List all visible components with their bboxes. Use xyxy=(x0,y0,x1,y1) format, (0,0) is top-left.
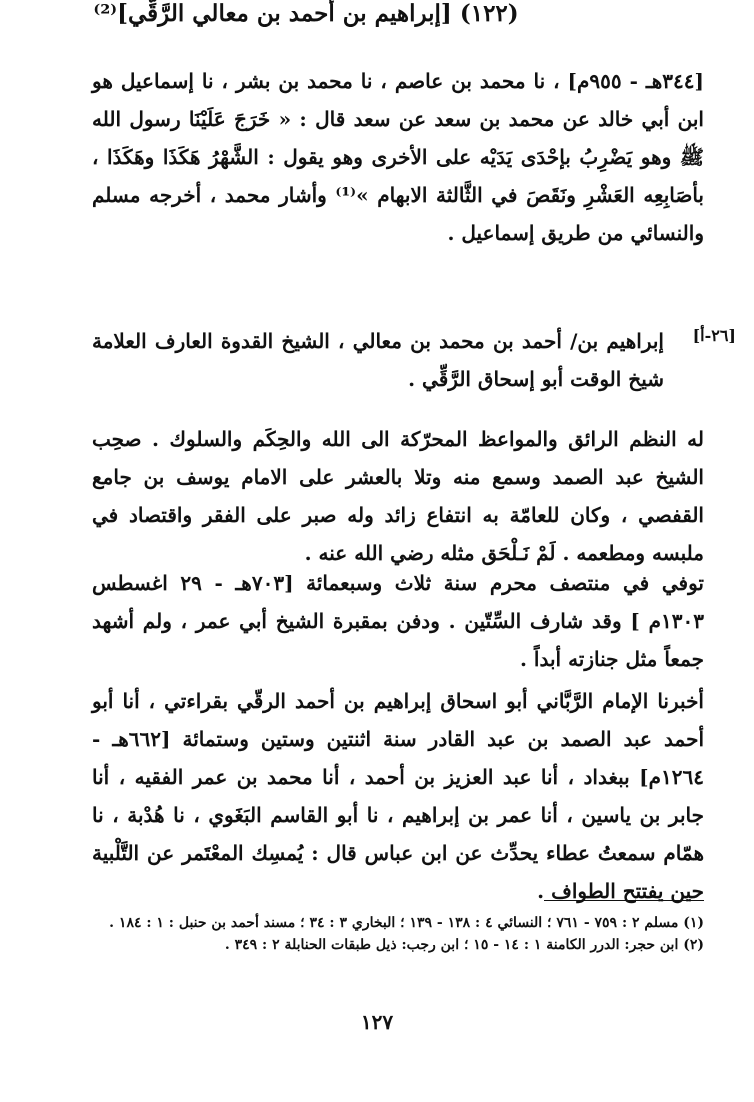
footnote-2: (٢) ابن حجر: الدرر الكامنة ١ : ١٤ - ١٥ ؛ ابن رجب: ذيل طبقات الحنابلة ٢ : ٣٤٩ . xyxy=(224,937,704,953)
footnote-1: (١) مسلم ٢ : ٧٥٩ - ٧٦١ ؛ النسائي ٤ : ١٣٨ - ١٣٩ ؛ البخاري ٣ : ٣٤ ؛ مسند أحمد بن حنبل : ١ : ١٨٤ . xyxy=(109,915,704,931)
footnotes xyxy=(92,912,704,956)
page-number: ١٢٧ xyxy=(360,1010,394,1034)
death-text: توفي في منتصف محرم سنة ثلاث وسبعمائة [٧٠٣هـ - ٢٩ اغسطس ١٣٠٣م ] وقد شارف السِّتّين . ودفن بمقبرة الشيخ أبي عمر ، ولم أشهد جمعاً مثل جنازته أبداً . xyxy=(92,571,704,671)
narration-chain-text: أخبرنا الإمام الرَّبَّاني أبو اسحاق إبراهيم بن أحمد الرقّي بقراءتي ، أنا أبو أحمد عبد الصمد بن عبد القادر سنة اثنتين وستين وستمائة [٦٦٢هـ - ١٢٦٤م] ببغداد ، أنا عبد العزيز بن أحمد ، أنا محمد بن عمر الفقيه ، أنا جابر بن ياسين ، أنا عمر بن إبراهيم ، نا أبو القاسم البَغَوي ، نا هُدْبة ، نا همّام سمعتُ عطاء يحدِّث عن ابن عباس قال : يُمسِك المعْتَمر عن التَّلْبية حين يفتتح الطواف . xyxy=(92,689,705,903)
intro-text: [٣٤٤هـ - ٩٥٥م] ، نا محمد بن عاصم ، نا محمد بن بشر ، نا إسماعيل هو ابن أبي خالد عن محمد بن سعد عن سعد قال : « خَرَجَ عَلَيْنَا رسول الله ﷺ وهو يَضْرِبُ بإحْدَى يَدَيْه على الأخرى وهو يقول : الشَّهْرُ هَكَذَا وهَكَذَا ، بأصَابِعِه العَشْرِ ونَقَصَ في الثَّالثة الابهام »⁽¹⁾ وأشار محمد ، أخرجه مسلم والنسائي من طريق إسماعيل . xyxy=(92,69,704,245)
margin-reference: [٢٦-أ] xyxy=(692,326,736,345)
death-paragraph xyxy=(92,564,704,678)
footnote-divider xyxy=(544,900,704,901)
biography-name-text: إبراهيم بن/ أحمد بن محمد بن معالي ، الشيخ القدوة العارف العلامة شيخ الوقت أبو إسحاق الرَّقِّي . xyxy=(92,329,664,391)
biography-body-paragraph xyxy=(92,420,704,572)
biography-name-paragraph xyxy=(92,322,664,398)
intro-paragraph xyxy=(92,62,704,252)
biography-body-text: له النظم الرائق والمواعظ المحرّكة الى الله والحِكَم والسلوك . صحِب الشيخ عبد الصمد وسمع منه وتلا بالعشر على الامام يوسف بن جامع القفصي ، وكان للعامّة به انتفاع زائد وله صبر على الفقر واقتصاد في ملبسه ومطعمه . لَمْ نَـلْحَق مثله رضي الله عنه . xyxy=(92,427,704,565)
narration-chain-paragraph xyxy=(92,682,704,910)
entry-heading: (١٢٢) [إبراهيم بن أحمد بن معالي الرَّقِّي]⁽²⁾ xyxy=(93,0,519,27)
